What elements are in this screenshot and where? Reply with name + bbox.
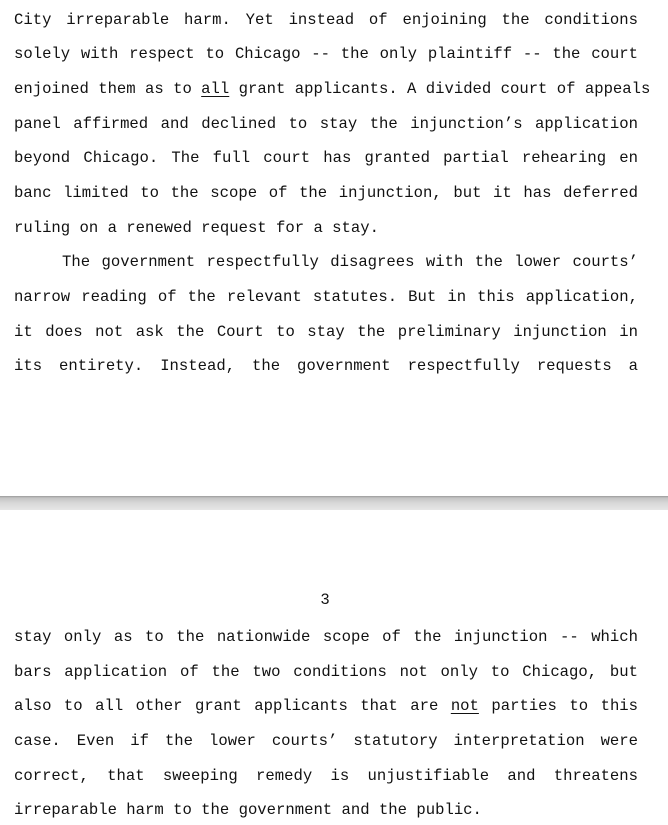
text-line: its entirety. Instead, the government respectfully requests a xyxy=(14,357,638,375)
text-segment: enjoined them as to xyxy=(14,80,192,98)
text-segment: parties to this xyxy=(491,697,639,715)
text-line: panel affirmed and declined to stay the injunction’s application xyxy=(14,115,638,133)
text-line: bars application of the two conditions not only to Chicago, but xyxy=(14,663,638,681)
page-number: 3 xyxy=(320,591,330,609)
text-line: irreparable harm to the government and the public. xyxy=(14,801,482,819)
text-line xyxy=(14,695,638,717)
text-line: banc limited to the scope of the injunction, but it has deferred xyxy=(14,184,638,202)
text-segment: also to all other grant applicants that are xyxy=(14,697,439,715)
text-line: beyond Chicago. The full court has granted partial rehearing en xyxy=(14,149,638,167)
text-line: it does not ask the Court to stay the preliminary injunction in xyxy=(14,323,638,341)
text-line xyxy=(14,78,651,100)
underlined-word: all xyxy=(201,80,230,98)
text-line: solely with respect to Chicago -- the only plaintiff -- the court xyxy=(14,45,638,63)
text-line: correct, that sweeping remedy is unjustifiable and threatens xyxy=(14,767,638,785)
text-segment: grant applicants. A divided court of appeals xyxy=(238,80,651,98)
text-line: City irreparable harm. Yet instead of enjoining the conditions xyxy=(14,11,638,29)
text-line: The government respectfully disagrees with the lower courts’ xyxy=(62,253,638,271)
underlined-word: not xyxy=(450,697,479,715)
page-break-divider xyxy=(0,496,668,510)
text-line: narrow reading of the relevant statutes. But in this application, xyxy=(14,288,638,306)
text-line: stay only as to the nationwide scope of the injunction -- which xyxy=(14,628,638,646)
text-line: case. Even if the lower courts’ statutory interpretation were xyxy=(14,732,638,750)
text-line: ruling on a renewed request for a stay. xyxy=(14,219,379,237)
